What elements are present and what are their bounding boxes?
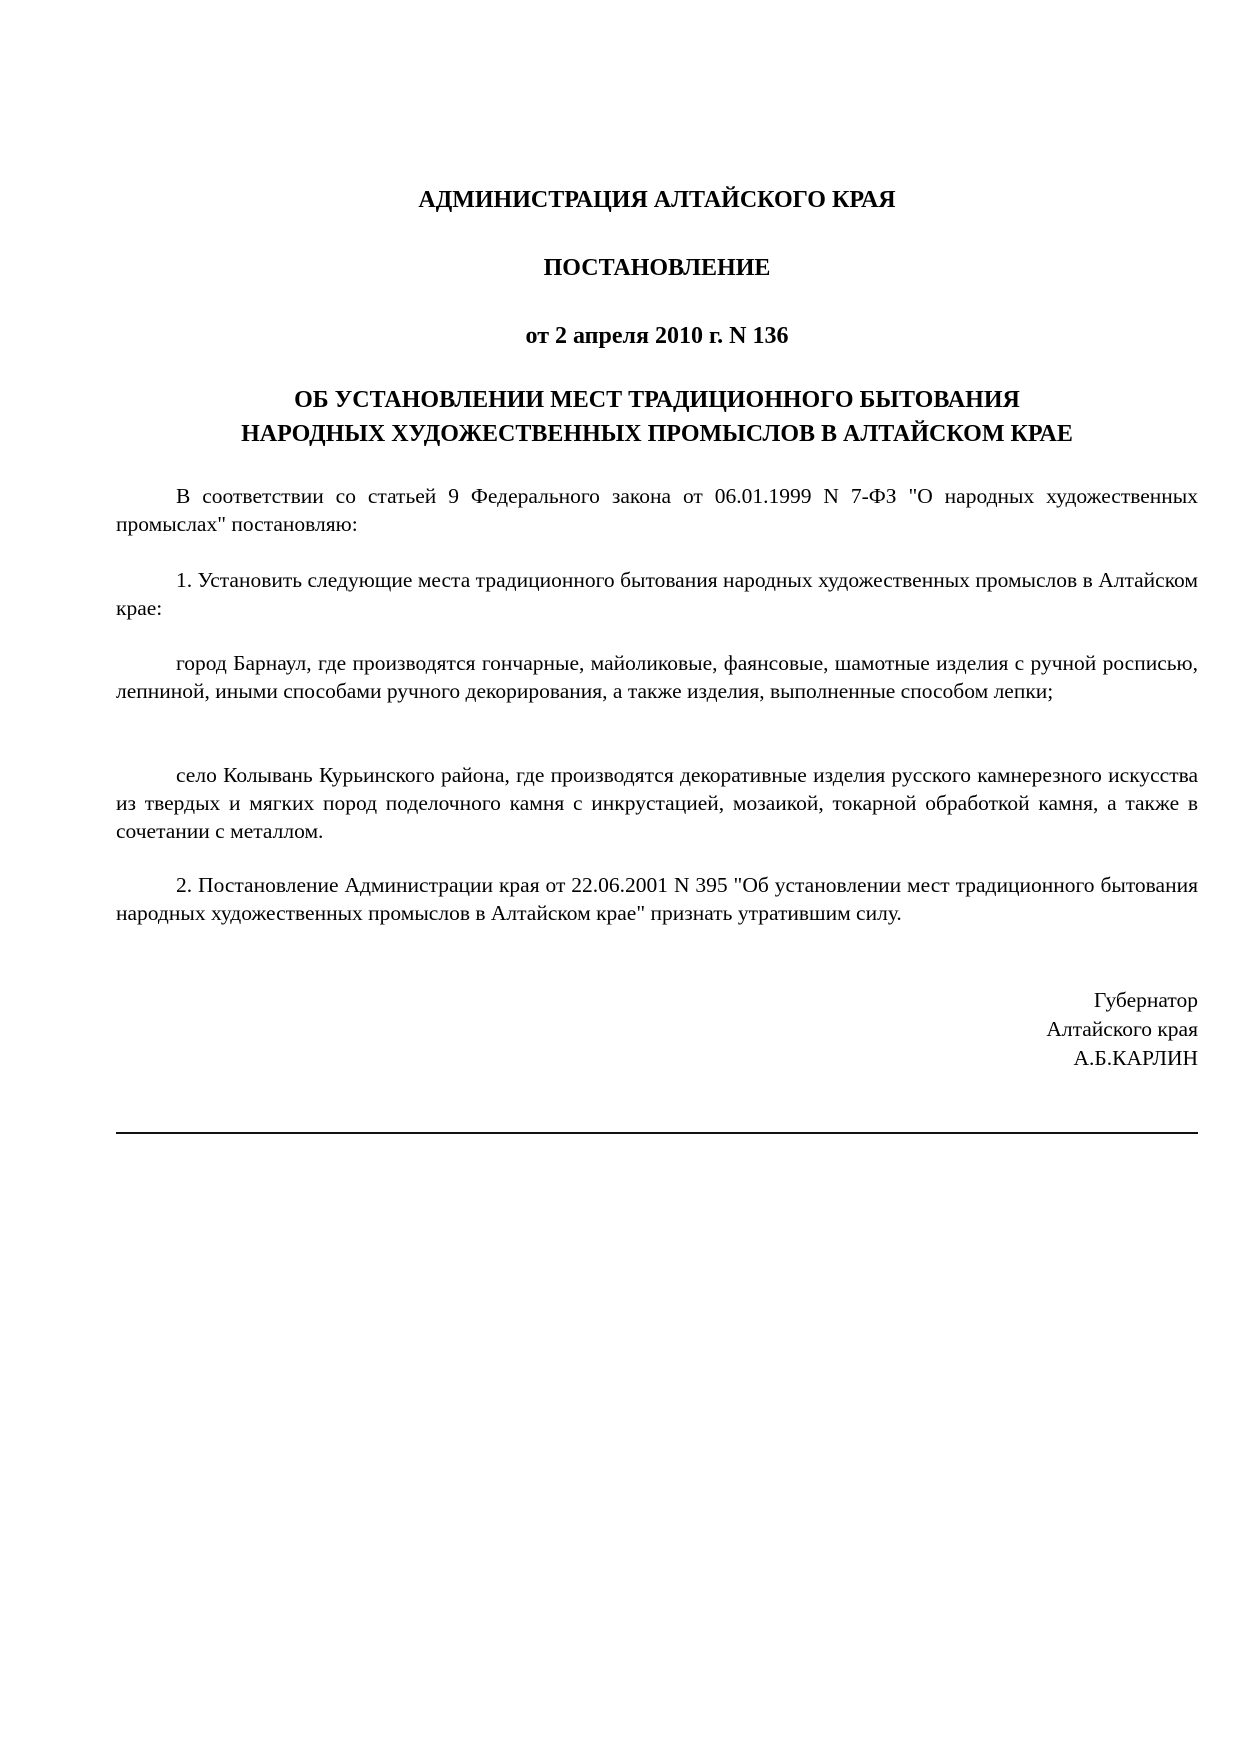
authority-heading: АДМИНИСТРАЦИЯ АЛТАЙСКОГО КРАЯ xyxy=(418,187,896,213)
item-1-paragraph: 1. Установить следующие места традиционного бытования народных художественных промыслов в Алтайском крае: xyxy=(116,568,1198,620)
signature-position: Губернатор xyxy=(1093,988,1198,1012)
signature-name: А.Б.КАРЛИН xyxy=(1073,1046,1198,1070)
preamble-paragraph: В соответствии со статьей 9 Федерального закона от 06.01.1999 N 7-ФЗ "О народных художественных промыслах" постановляю: xyxy=(116,484,1198,536)
place-kolyvan-paragraph: село Колывань Курьинского района, где производятся декоративные изделия русского камнерезного искусства из твердых и мягких пород поделочного камня с инкрустацией, мозаикой, токарной обработкой камня, а также в сочетании с металлом. xyxy=(116,763,1198,843)
signature-region: Алтайского края xyxy=(1046,1017,1198,1041)
place-barnaul-paragraph: город Барнаул, где производятся гончарные, майоликовые, фаянсовые, шамотные изделия с ручной росписью, лепниной, иными способами ручного декорирования, а также изделия, выполненные способом лепки; xyxy=(116,651,1198,703)
signature-block xyxy=(1046,986,1198,1073)
document-type-heading: ПОСТАНОВЛЕНИЕ xyxy=(543,255,771,281)
date-number: от 2 апреля 2010 г. N 136 xyxy=(525,323,789,349)
document-title-line-1: ОБ УСТАНОВЛЕНИИ МЕСТ ТРАДИЦИОННОГО БЫТОВАНИЯ xyxy=(294,387,1020,413)
item-2-paragraph: 2. Постановление Администрации края от 22.06.2001 N 395 "Об установлении мест традиционного бытования народных художественных промыслов в Алтайском крае" признать утратившим силу. xyxy=(116,873,1198,925)
horizontal-divider xyxy=(116,1132,1198,1134)
document-title-line-2: НАРОДНЫХ ХУДОЖЕСТВЕННЫХ ПРОМЫСЛОВ В АЛТАЙСКОМ КРАЕ xyxy=(241,421,1073,447)
